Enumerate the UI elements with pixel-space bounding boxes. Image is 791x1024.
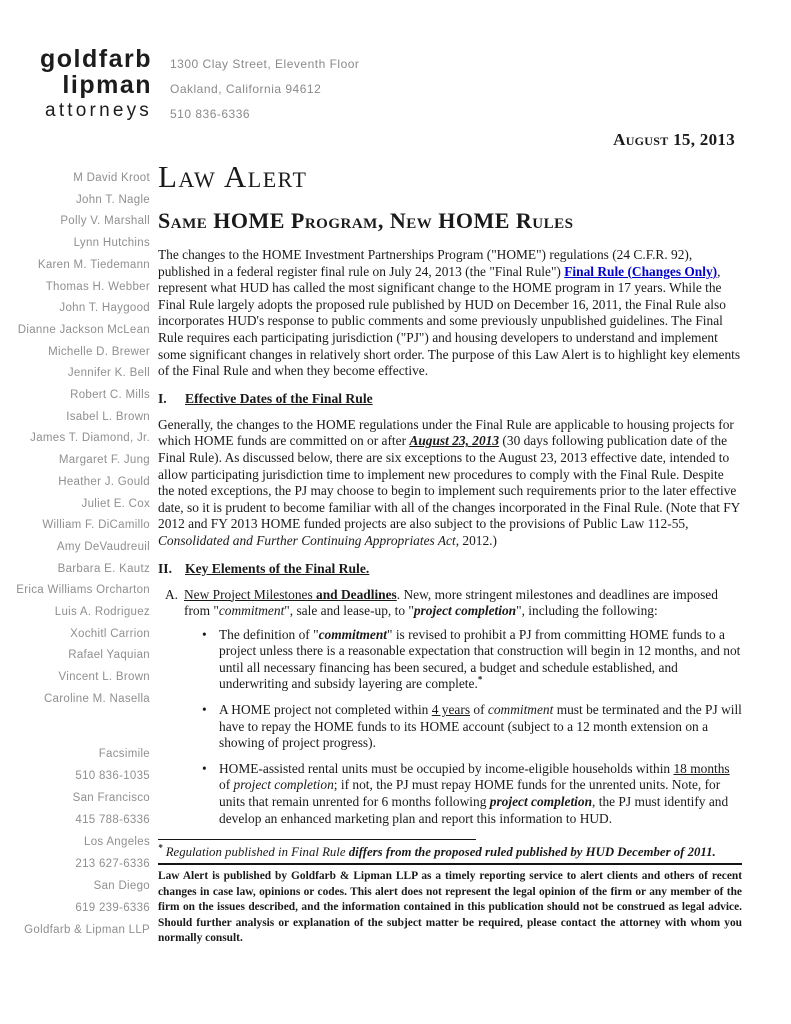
bullet-item-occupancy-deadline xyxy=(158,761,742,827)
commitment-italic: commitment xyxy=(318,626,387,642)
intro-text: , represent what HUD has called the most significant change to the HOME program in 17 years. While the Final Rule largely adopts the proposed rule published by HUD on December 16, 2011, the Final Rule also incorporates HUD's response to public comments and some previously unpublished guidelines. The Final Rule requires each participating jurisdiction ("PJ") and housing developers to understand and implement some significant changes in relatively short order. The purpose of this Law Alert is to highlight key elements of the Final Rule and when they become effective. xyxy=(158,263,741,379)
intro-paragraph xyxy=(158,247,742,380)
body-text: A HOME project not completed within xyxy=(219,702,432,718)
contact-line: 213 627-6336 xyxy=(75,858,150,871)
project-completion-italic: project completion xyxy=(233,777,334,793)
project-completion-italic: project completion xyxy=(489,794,593,810)
bullet-icon: • xyxy=(202,702,207,718)
attorney-name: Dianne Jackson McLean xyxy=(17,323,150,336)
section-heading-key-elements xyxy=(158,560,742,577)
list-item-letter: A. xyxy=(165,586,179,602)
attorney-name: Barbara E. Kautz xyxy=(57,562,150,575)
body-text: " is revised to prohibit a PJ from committing HOME funds to a project unless there is a reasonable expectation that construction will begin in 12 months, and not until all necessary financing has been secured, a budget and schedule established, and underwriting and subsidy layering are complete. xyxy=(219,626,741,692)
effective-dates-paragraph xyxy=(158,417,742,550)
bullet-text xyxy=(219,702,742,752)
project-completion-italic: project completion xyxy=(413,603,517,619)
document-body xyxy=(158,160,742,947)
attorney-name: Xochitl Carrion xyxy=(70,627,150,640)
section-heading-text: Key Elements of the Final Rule. xyxy=(185,560,370,576)
bullet-text xyxy=(219,761,742,827)
list-item-text xyxy=(184,587,742,620)
footnote-marker-asterisk: * xyxy=(158,842,163,853)
address-phone: 510 836-6336 xyxy=(170,107,251,121)
footnote-text xyxy=(158,844,742,865)
attorney-name: Vincent L. Brown xyxy=(58,671,150,684)
attorney-name: Rafael Yaquian xyxy=(68,649,150,662)
body-text: . New, more stringent milestones and deadlines are imposed from " xyxy=(184,586,718,619)
section-heading-effective-dates xyxy=(158,390,742,407)
footnote-italic: Regulation published in Final Rule xyxy=(165,845,349,860)
document-subtitle: Same HOME Program, New HOME Rules xyxy=(158,208,574,233)
attorney-name: James T. Diamond, Jr. xyxy=(30,432,150,445)
contact-line: 415 788-6336 xyxy=(75,813,150,826)
contact-line: Goldfarb & Lipman LLP xyxy=(24,924,150,937)
list-item-a xyxy=(158,587,742,620)
address-city: Oakland, California 94612 xyxy=(170,82,322,96)
body-text: of xyxy=(470,702,488,718)
attorney-name: Heather J. Gould xyxy=(58,475,150,488)
bullet-text xyxy=(219,627,742,693)
bullet-icon: • xyxy=(202,760,207,776)
document-date: August 15, 2013 xyxy=(613,130,735,149)
section-number: I. xyxy=(158,390,167,406)
attorney-name: Amy DeVaudreuil xyxy=(56,540,150,553)
contact-line: San Francisco xyxy=(72,791,150,804)
attorney-name: Luis A. Rodriguez xyxy=(54,606,150,619)
page-title: Law Alert xyxy=(158,159,308,194)
footnote-section xyxy=(158,839,742,947)
attorney-name: Lynn Hutchins xyxy=(73,237,150,250)
contact-line: San Diego xyxy=(93,880,150,893)
firm-address xyxy=(170,52,359,127)
commitment-italic: commitment xyxy=(218,603,285,619)
firm-logo xyxy=(30,46,152,124)
act-title-italic: Consolidated and Further Continuing Appropriates Act xyxy=(158,532,456,548)
effective-date-emphasis: August 23, 2013 xyxy=(409,433,500,449)
attorney-name: Caroline M. Nasella xyxy=(43,692,150,705)
body-text: ", sale and lease-up, to " xyxy=(284,603,414,619)
footnote-reference-asterisk: * xyxy=(477,675,483,685)
section-number: II. xyxy=(158,560,172,576)
body-text: The definition of " xyxy=(219,626,319,642)
bullet-item-commitment-definition xyxy=(158,627,742,693)
footnote-separator-rule xyxy=(158,839,476,840)
bullet-item-four-year-deadline xyxy=(158,702,742,752)
attorney-name: Polly V. Marshall xyxy=(60,215,150,228)
footnote-bold: differs from the proposed ruled published by HUD December of 2011. xyxy=(348,845,716,860)
attorney-name: Jennifer K. Bell xyxy=(67,367,150,380)
final-rule-changes-link[interactable]: Final Rule (Changes Only) xyxy=(564,263,718,279)
attorney-name: John T. Haygood xyxy=(59,302,150,315)
section-heading-text: Effective Dates of the Final Rule xyxy=(185,390,373,406)
attorney-name: Karen M. Tiedemann xyxy=(37,258,150,271)
office-contacts xyxy=(0,743,150,942)
attorney-name: Robert C. Mills xyxy=(70,389,150,402)
contact-line: Los Angeles xyxy=(84,835,150,848)
body-text: ", including the following: xyxy=(516,603,658,619)
body-text: , 2012.) xyxy=(455,532,497,548)
contact-line: 619 239-6336 xyxy=(75,902,150,915)
attorney-name: John T. Nagle xyxy=(75,193,150,206)
attorney-name: Isabel L. Brown xyxy=(66,410,150,423)
address-street: 1300 Clay Street, Eleventh Floor xyxy=(170,57,360,71)
deadlines-underline: and Deadlines xyxy=(316,586,397,602)
attorney-name: Margaret F. Jung xyxy=(58,454,150,467)
contact-line: Facsimile xyxy=(98,747,150,760)
attorney-name: William F. DiCamillo xyxy=(42,519,150,532)
bullet-icon: • xyxy=(202,626,207,642)
four-years-underline: 4 years xyxy=(431,702,471,718)
contact-line: 510 836-1035 xyxy=(75,769,150,782)
logo-word-goldfarb: goldfarb xyxy=(40,45,152,73)
logo-word-attorneys: attorneys xyxy=(45,100,152,121)
intro-text: The changes to the HOME Investment Partnerships Program ("HOME") regulations (24 C.F.R. 92), published in a federal register final rule on July 24, 2013 (the "Final Rule") xyxy=(158,247,693,279)
body-text: must be terminated and the PJ will have to repay the HOME funds to its HOME account (subject to a 12 month extension on a showing of project progress). xyxy=(219,702,742,751)
attorney-name: Juliet E. Cox xyxy=(81,497,150,510)
eighteen-months-underline: 18 months xyxy=(673,760,730,776)
commitment-italic: commitment xyxy=(487,702,554,718)
attorney-sidebar xyxy=(0,168,150,941)
attorney-name: Michelle D. Brewer xyxy=(48,345,150,358)
attorney-name: Erica Williams Orcharton xyxy=(16,584,150,597)
body-text: (30 days following publication date of the Final Rule). As discussed below, there are six exceptions to the August 23, 2013 effective date, intended to allow participating jurisdiction time to implement new procedures to comply with the Final Rule. Despite the noted exceptions, the PJ may choose to begin to implement such requirements prior to the later effective date, so it is prudent to become familiar with all of the changes incorporated in the Final Rule. (Note that FY 2012 and FY 2013 HOME funded projects are also subject to the provisions of Public Law 112-55, xyxy=(158,433,740,532)
body-text: HOME-assisted rental units must be occupied by income-eligible households within xyxy=(219,760,674,776)
logo-word-lipman: lipman xyxy=(62,71,152,99)
attorney-name: Thomas H. Webber xyxy=(45,280,150,293)
body-text: , the PJ must identify and develop an enhanced marketing plan and report this information to HUD. xyxy=(219,794,729,826)
publication-disclaimer: Law Alert is published by Goldfarb & Lipman LLP as a timely reporting service to alert clients and others of recent changes in case law, opinions or codes. This alert does not represent the legal opinion of the firm or any member of the firm on the issues described, and the information contained in this publication should not be construed as legal advice. Should further analysis or explanation of the subject matter be required, please contact the attorney with whom you normally consult. xyxy=(158,870,742,945)
body-text: Generally, the changes to the HOME regulations under the Final Rule are applicable to housing projects for which HOME funds are committed on or after xyxy=(158,416,734,449)
milestones-underline: New Project Milestones xyxy=(184,586,317,602)
attorney-name: M David Kroot xyxy=(73,172,150,184)
body-text: ; if not, the PJ must repay HOME funds for the unrented units. Note, for units that remain unrented for 6 months following xyxy=(219,777,721,810)
body-text: of xyxy=(219,777,234,793)
